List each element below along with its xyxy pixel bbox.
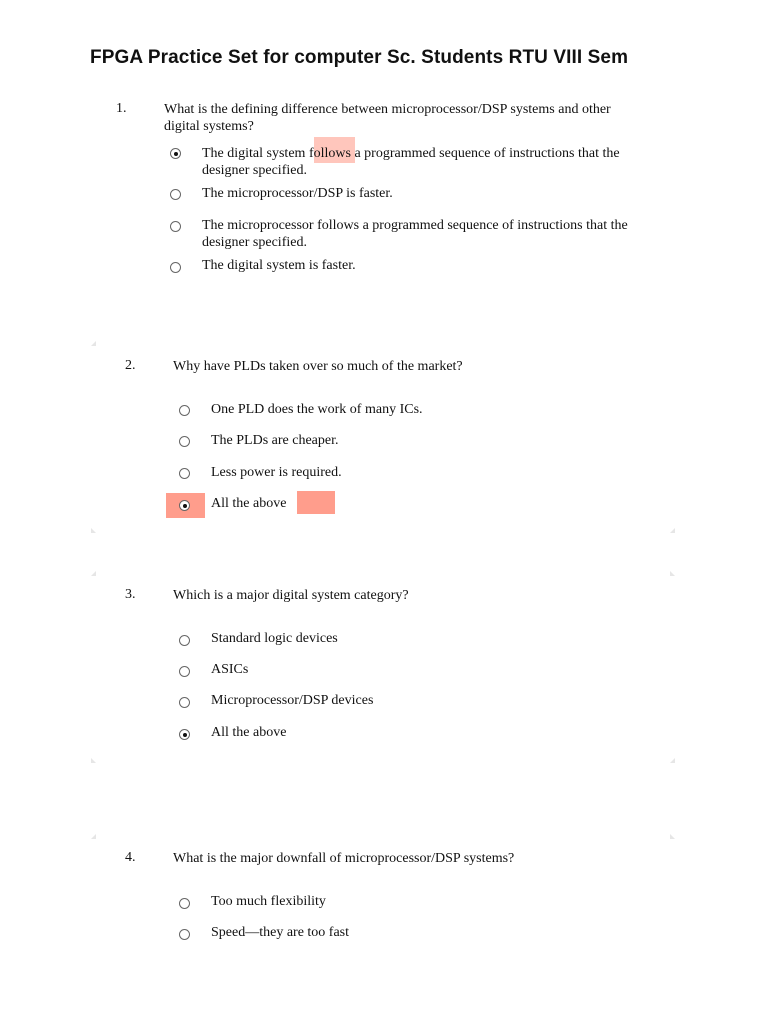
option-radio[interactable] [170, 189, 181, 200]
question-text: Which is a major digital system category? [173, 588, 409, 603]
option-highlighted-word: follows [308, 146, 351, 161]
question-text: Why have PLDs taken over so much of the market? [173, 359, 463, 374]
option-radio[interactable] [170, 221, 181, 232]
option-text: a programmed sequence of instructions that the [350, 146, 620, 161]
corner-mark [670, 528, 675, 533]
option-2a[interactable]: One PLD does the work of many ICs. [211, 402, 423, 417]
question-text-line2: digital systems? [164, 119, 254, 134]
question-text: What is the major downfall of microprocessor/DSP systems? [173, 851, 515, 866]
option-radio[interactable] [179, 635, 190, 646]
option-2d[interactable]: All the above [211, 496, 287, 511]
question-number: 4. [125, 850, 136, 865]
option-radio-selected[interactable] [179, 500, 190, 511]
option-1c-line2: designer specified. [202, 235, 307, 250]
corner-mark [91, 758, 96, 763]
corner-mark [670, 571, 675, 576]
corner-mark [670, 834, 675, 839]
option-4b[interactable]: Speed—they are too fast [211, 925, 350, 940]
document-title: FPGA Practice Set for computer Sc. Students RTU VIII Sem [90, 47, 629, 68]
option-radio[interactable] [179, 697, 190, 708]
option-radio[interactable] [179, 898, 190, 909]
option-radio[interactable] [179, 436, 190, 447]
option-1b[interactable]: The microprocessor/DSP is faster. [202, 186, 393, 201]
option-1a-line2: designer specified. [202, 163, 307, 178]
option-radio-selected[interactable] [179, 729, 190, 740]
option-2b[interactable]: The PLDs are cheaper. [211, 433, 339, 448]
corner-mark [91, 528, 96, 533]
question-number: 3. [125, 587, 136, 602]
highlight-mark [297, 491, 335, 514]
question-number: 2. [125, 358, 136, 373]
option-radio[interactable] [179, 666, 190, 677]
option-radio[interactable] [170, 262, 181, 273]
option-1d[interactable]: The digital system is faster. [202, 258, 356, 273]
corner-mark [91, 834, 96, 839]
option-radio[interactable] [179, 405, 190, 416]
option-3d[interactable]: All the above [211, 725, 287, 740]
option-3b[interactable]: ASICs [211, 662, 249, 677]
corner-mark [91, 341, 96, 346]
option-3c[interactable]: Microprocessor/DSP devices [211, 693, 374, 708]
option-1a[interactable] [202, 145, 620, 162]
option-2c[interactable]: Less power is required. [211, 465, 342, 480]
option-radio[interactable] [179, 929, 190, 940]
option-text: The digital system [202, 146, 309, 161]
question-text-line1: What is the defining difference between microprocessor/DSP systems and other [164, 102, 611, 117]
option-4a[interactable]: Too much flexibility [211, 894, 326, 909]
question-number: 1. [116, 101, 127, 116]
option-radio-selected[interactable] [170, 148, 181, 159]
corner-mark [670, 758, 675, 763]
option-1c[interactable]: The microprocessor follows a programmed sequence of instructions that the [202, 218, 628, 233]
option-radio[interactable] [179, 468, 190, 479]
option-3a[interactable]: Standard logic devices [211, 631, 338, 646]
corner-mark [91, 571, 96, 576]
